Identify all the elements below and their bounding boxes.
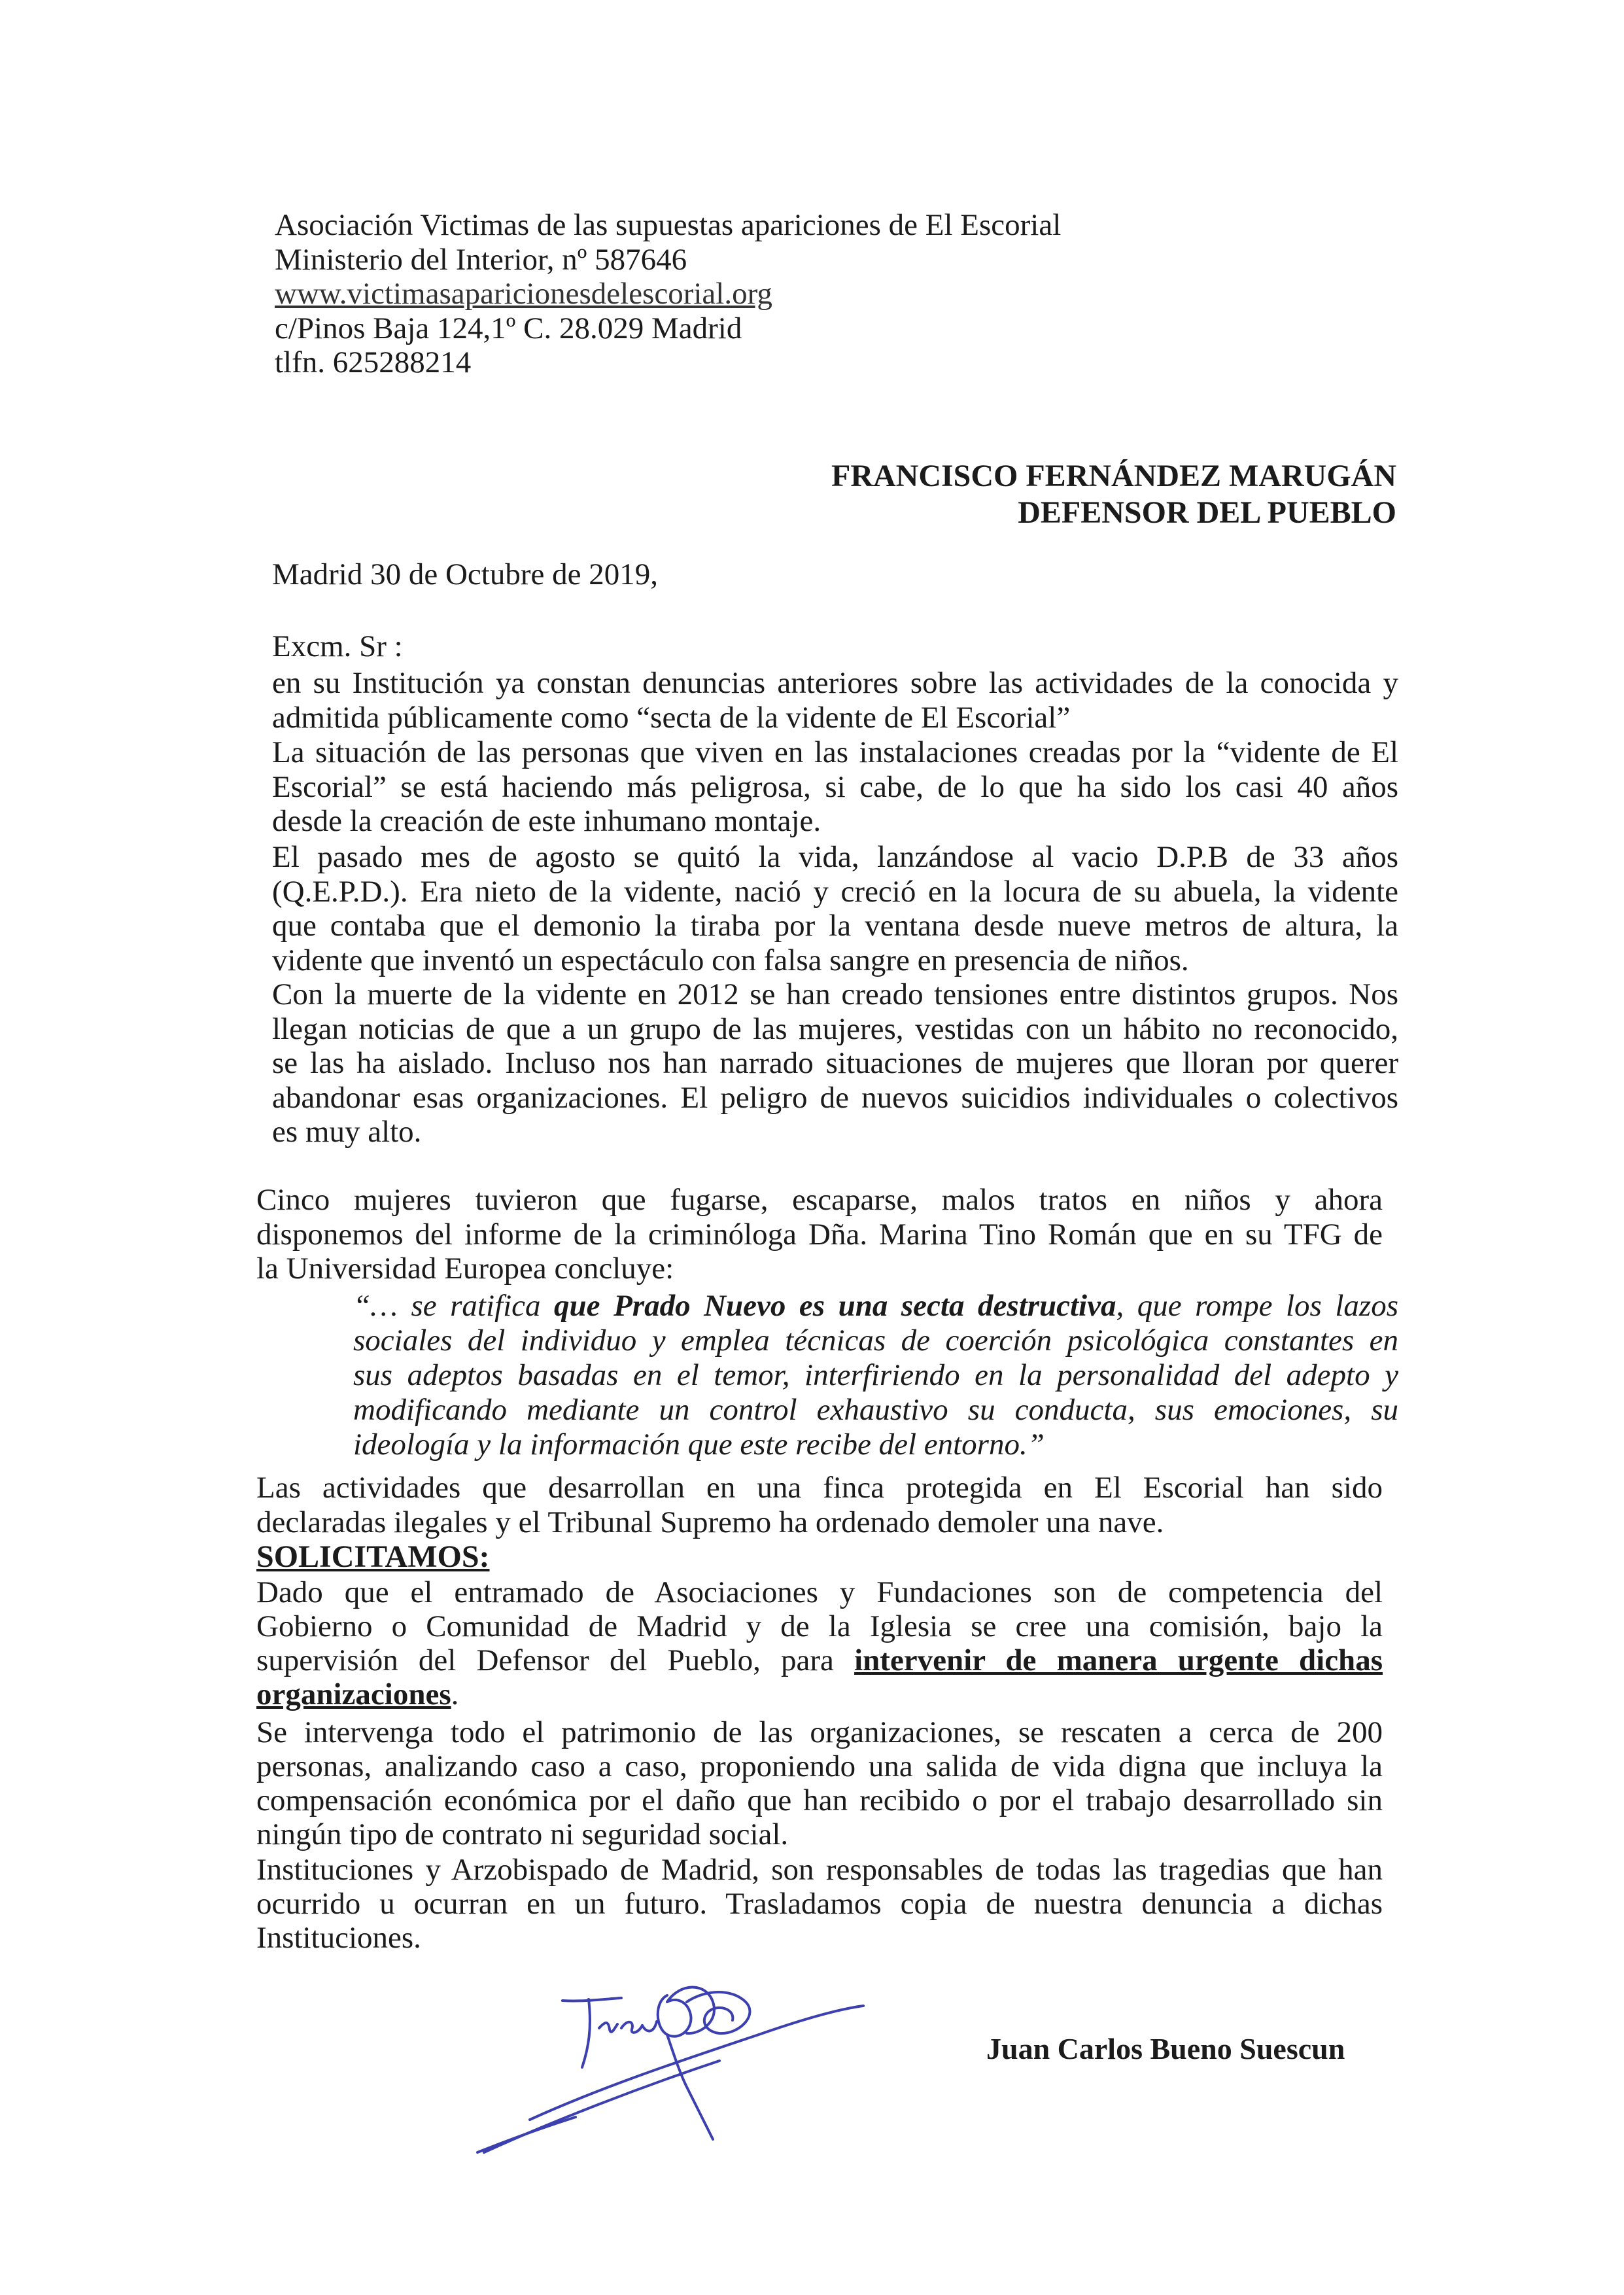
body-line: Instituciones. xyxy=(256,1921,421,1955)
sender-header xyxy=(275,208,1061,380)
paragraph-3 xyxy=(272,840,1398,977)
website-link[interactable]: www.victimasaparicionesdelescorial.org xyxy=(275,277,772,311)
registry-number: Ministerio del Interior, nº 587646 xyxy=(275,242,687,277)
recipient-name: FRANCISCO FERNÁNDEZ MARUGÁN xyxy=(831,459,1396,493)
quote-emphasis: que Prado Nuevo es una secta destructiva xyxy=(554,1289,1116,1323)
request-text: . xyxy=(451,1677,459,1711)
recipient-title: DEFENSOR DEL PUEBLO xyxy=(1018,495,1396,530)
phone-number: tlfn. 625288214 xyxy=(275,345,472,379)
request-emphasis: organizaciones xyxy=(256,1677,451,1711)
request-3 xyxy=(256,1853,1383,1955)
quote-line: sus adeptos basadas en el temor, interfiriendo en la personalidad del adepto y xyxy=(353,1358,1398,1392)
quoted-conclusion xyxy=(353,1289,1398,1462)
body-line: Con la muerte de la vidente en 2012 se han creado tensiones entre distintos grupos. Nos xyxy=(272,977,1398,1011)
body-line: Cinco mujeres tuvieron que fugarse, escaparse, malos tratos en niños y ahora xyxy=(256,1183,1383,1217)
body-line: disponemos del informe de la criminóloga Dña. Marina Tino Román que en su TFG de xyxy=(256,1217,1383,1252)
request-2 xyxy=(256,1715,1383,1851)
body-line: Se intervenga todo el patrimonio de las organizaciones, se rescaten a cerca de 200 xyxy=(256,1715,1383,1749)
body-line: vidente que inventó un espectáculo con falsa sangre en presencia de niños. xyxy=(272,943,1189,977)
request-emphasis: intervenir de manera urgente dichas xyxy=(854,1643,1383,1677)
body-line: la Universidad Europea concluye: xyxy=(256,1252,674,1286)
body-line: desde la creación de este inhumano montaje. xyxy=(272,804,821,838)
body-line: Las actividades que desarrollan en una finca protegida en El Escorial han sido xyxy=(256,1471,1383,1505)
body-line: (Q.E.P.D.). Era nieto de la vidente, nació y creció en la locura de su abuela, la vidente xyxy=(272,874,1398,909)
request-1 xyxy=(256,1575,1383,1711)
paragraph-1 xyxy=(272,666,1398,735)
handwritten-signature xyxy=(471,1956,876,2165)
quote-line: ideología y la información que este recibe del entorno.” xyxy=(353,1428,1045,1462)
body-line: Escorial” se está haciendo más peligrosa, si cabe, de lo que ha sido los casi 40 años xyxy=(272,769,1398,804)
body-line: se las ha aislado. Incluso nos han narrado situaciones de mujeres que lloran por querer xyxy=(272,1046,1398,1080)
letter-date: Madrid 30 de Octubre de 2019, xyxy=(272,557,658,591)
body-line: Dado que el entramado de Asociaciones y Fundaciones son de competencia del xyxy=(256,1575,1383,1609)
body-line: personas, analizando caso a caso, proponiendo una salida de vida digna que incluya la xyxy=(256,1749,1383,1783)
quote-line xyxy=(353,1289,1398,1323)
body-line: ningún tipo de contrato ni seguridad social. xyxy=(256,1817,789,1851)
postal-address: c/Pinos Baja 124,1º C. 28.029 Madrid xyxy=(275,311,742,345)
quote-line: modificando mediante un control exhaustivo su conducta, sus emociones, su xyxy=(353,1393,1398,1427)
association-name: Asociación Victimas de las supuestas apariciones de El Escorial xyxy=(275,208,1062,242)
request-heading: SOLICITAMOS: xyxy=(256,1539,490,1574)
body-line: La situación de las personas que viven en las instalaciones creadas por la “vidente de El xyxy=(272,735,1398,769)
body-line: admitida públicamente como “secta de la vidente de El Escorial” xyxy=(272,700,1071,735)
body-line: en su Institución ya constan denuncias anteriores sobre las actividades de la conocida y xyxy=(272,666,1398,700)
body-line: abandonar esas organizaciones. El peligro de nuevos suicidios individuales o colectivos xyxy=(272,1080,1398,1115)
recipient-block xyxy=(831,458,1396,531)
body-line: ocurrido u ocurran en un futuro. Trasladamos copia de nuestra denuncia a dichas xyxy=(256,1887,1383,1921)
body-line xyxy=(256,1677,1383,1711)
body-line xyxy=(256,1643,1383,1677)
greeting: Excm. Sr : xyxy=(272,629,403,663)
quote-text: , que rompe los lazos xyxy=(1116,1289,1399,1323)
body-line: Gobierno o Comunidad de Madrid y de la Iglesia se cree una comisión, bajo la xyxy=(256,1609,1383,1643)
quote-text: “… se ratifica xyxy=(353,1289,555,1323)
body-line: declaradas ilegales y el Tribunal Supremo ha ordenado demoler una nave. xyxy=(256,1505,1164,1539)
signer-name: Juan Carlos Bueno Suescun xyxy=(986,2032,1345,2065)
paragraph-2 xyxy=(272,735,1398,839)
body-line: llegan noticias de que a un grupo de las mujeres, vestidas con un hábito no reconocido, xyxy=(272,1011,1398,1046)
body-line: El pasado mes de agosto se quitó la vida, lanzándose al vacio D.P.B de 33 años xyxy=(272,840,1398,874)
paragraph-4 xyxy=(272,977,1398,1149)
body-line: es muy alto. xyxy=(272,1115,422,1149)
body-line: que contaba que el demonio la tiraba por la ventana desde nueve metros de altura, la xyxy=(272,909,1398,943)
quote-line: sociales del individuo y emplea técnicas de coerción psicológica constantes en xyxy=(353,1323,1398,1358)
body-line: compensación económica por el daño que han recibido o por el trabajo desarrollado sin xyxy=(256,1783,1383,1817)
paragraph-6 xyxy=(256,1471,1383,1539)
body-line: Instituciones y Arzobispado de Madrid, son responsables de todas las tragedias que han xyxy=(256,1853,1383,1887)
paragraph-5 xyxy=(256,1183,1383,1286)
request-text: supervisión del Defensor del Pueblo, para xyxy=(256,1643,855,1677)
